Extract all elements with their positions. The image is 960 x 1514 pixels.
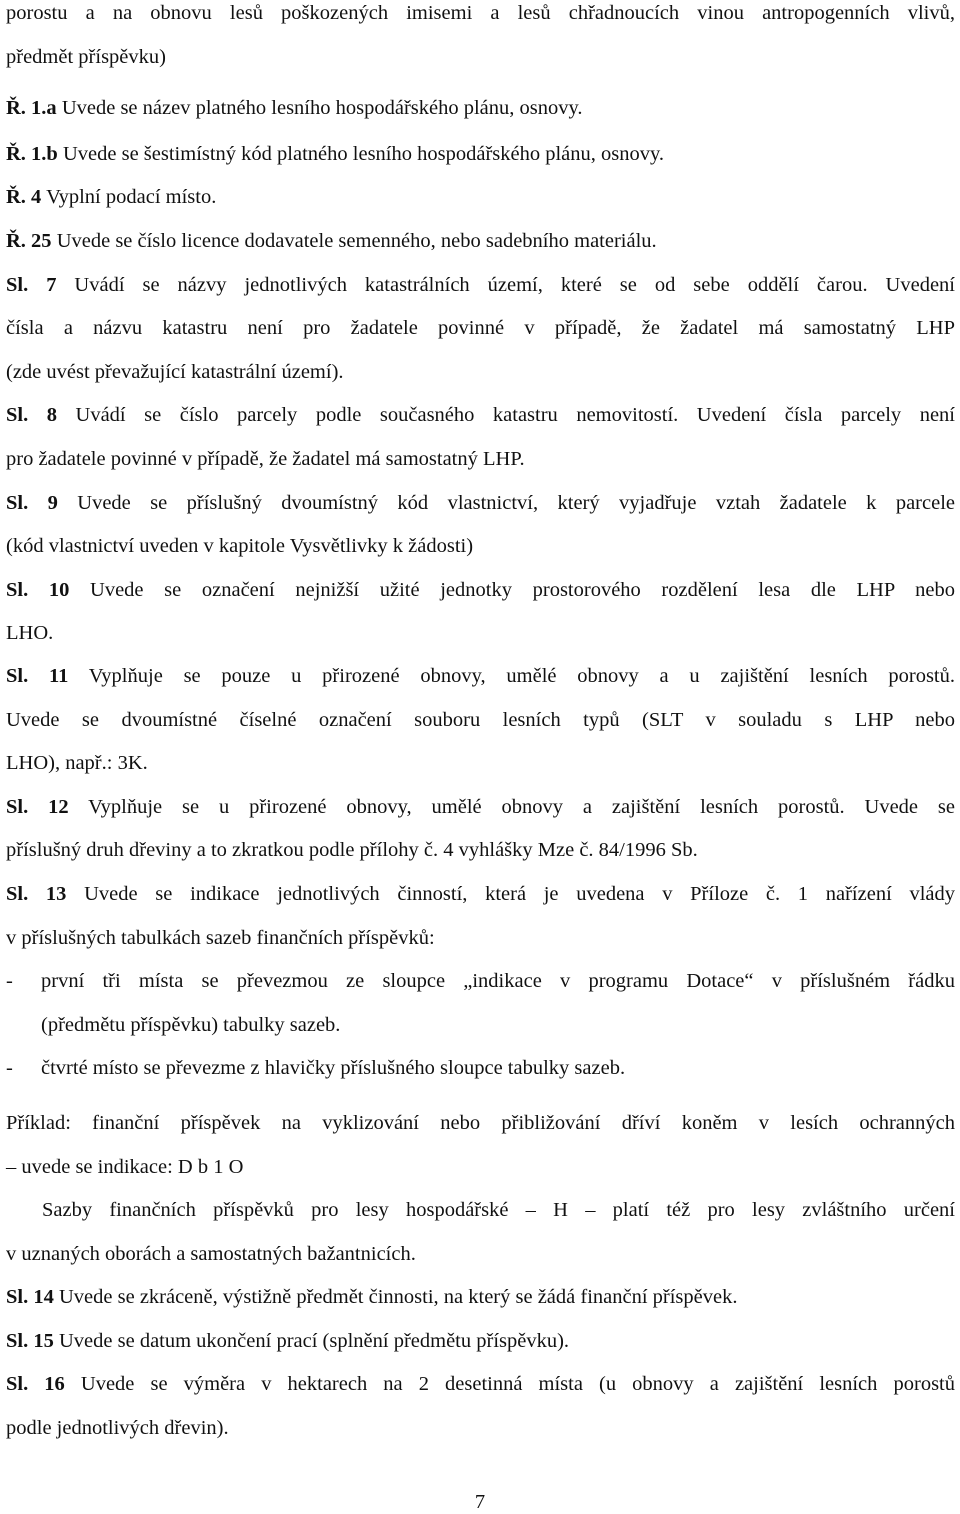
instruction-r1b: Ř. 1.b Uvede se šestimístný kód platného lesního hospodářského plánu, osnovy. — [6, 143, 665, 165]
instruction-r1a: Ř. 1.a Uvede se název platného lesního hospodářského plánu, osnovy. — [6, 97, 583, 119]
text-line: (kód vlastnictví uveden v kapitole Vysvětlivky k žádosti) — [6, 535, 474, 557]
rates-note: Sazby finančních příspěvků pro lesy hospodářské – H – platí též pro lesy zvláštního určení — [42, 1199, 955, 1221]
text-line: (zde uvést převažující katastrální území). — [6, 361, 344, 383]
instruction-sl14: Sl. 14 Uvede se zkráceně, výstižně předmět činnosti, na který se žádá finanční příspěvek. — [6, 1286, 738, 1308]
instruction-r4: Ř. 4 Vyplní podací místo. — [6, 186, 217, 208]
text-line: Uvede se dvoumístné číselné označení souboru lesních typů (SLT v souladu s LHP nebo — [6, 709, 955, 731]
list-item-continuation: (předmětu příspěvku) tabulky sazeb. — [41, 1014, 341, 1036]
text-line: porostu a na obnovu lesů poškozených imisemi a lesů chřadnoucích vinou antropogenních vlivů, — [6, 2, 955, 24]
list-bullet: - — [6, 1057, 13, 1079]
instruction-sl8: Sl. 8 Uvádí se číslo parcely podle současného katastru nemovitostí. Uvedení čísla parcely není — [6, 404, 955, 426]
text-line: předmět příspěvku) — [6, 46, 166, 68]
instruction-sl16: Sl. 16 Uvede se výměra v hektarech na 2 desetinná místa (u obnovy a zajištění lesních porostů — [6, 1373, 955, 1395]
list-item: první tři místa se převezmou ze sloupce „indikace v programu Dotace“ v příslušném řádku — [41, 970, 955, 992]
instruction-sl11: Sl. 11 Vyplňuje se pouze u přirozené obnovy, umělé obnovy a u zajištění lesních porostů. — [6, 665, 955, 687]
list-bullet: - — [6, 970, 13, 992]
text-line: v příslušných tabulkách sazeb finančních příspěvků: — [6, 927, 435, 949]
text-line: čísla a názvu katastru není pro žadatele povinné v případě, že žadatel má samostatný LHP — [6, 317, 955, 339]
instruction-sl10: Sl. 10 Uvede se označení nejnižší užité jednotky prostorového rozdělení lesa dle LHP nebo — [6, 579, 955, 601]
text-line: příslušný druh dřeviny a to zkratkou podle přílohy č. 4 vyhlášky Mze č. 84/1996 Sb. — [6, 839, 698, 861]
instruction-sl15: Sl. 15 Uvede se datum ukončení prací (splnění předmětu příspěvku). — [6, 1330, 570, 1352]
text-line: pro žadatele povinné v případě, že žadatel má samostatný LHP. — [6, 448, 525, 470]
text-line: – uvede se indikace: D b 1 O — [6, 1156, 244, 1178]
example-paragraph: Příklad: finanční příspěvek na vyklizování nebo přibližování dříví koněm v lesích ochranných — [6, 1112, 955, 1134]
instruction-r25: Ř. 25 Uvede se číslo licence dodavatele semenného, nebo sadebního materiálu. — [6, 230, 657, 252]
list-item: čtvrté místo se převezme z hlavičky příslušného sloupce tabulky sazeb. — [41, 1057, 626, 1079]
instruction-sl13: Sl. 13 Uvede se indikace jednotlivých činností, která je uvedena v Příloze č. 1 nařízení vlády — [6, 883, 955, 905]
text-line: LHO), např.: 3K. — [6, 752, 148, 774]
page-number: 7 — [474, 1491, 486, 1513]
text-line: podle jednotlivých dřevin). — [6, 1417, 229, 1439]
instruction-sl9: Sl. 9 Uvede se příslušný dvoumístný kód vlastnictví, který vyjadřuje vztah žadatele k parcele — [6, 492, 955, 514]
text-line: v uznaných oborách a samostatných bažantnicích. — [6, 1243, 416, 1265]
text-line: LHO. — [6, 622, 54, 644]
instruction-sl12: Sl. 12 Vyplňuje se u přirozené obnovy, umělé obnovy a zajištění lesních porostů. Uvede se — [6, 796, 955, 818]
instruction-sl7: Sl. 7 Uvádí se názvy jednotlivých katastrálních území, které se od sebe oddělí čarou. Uvedení — [6, 274, 955, 296]
